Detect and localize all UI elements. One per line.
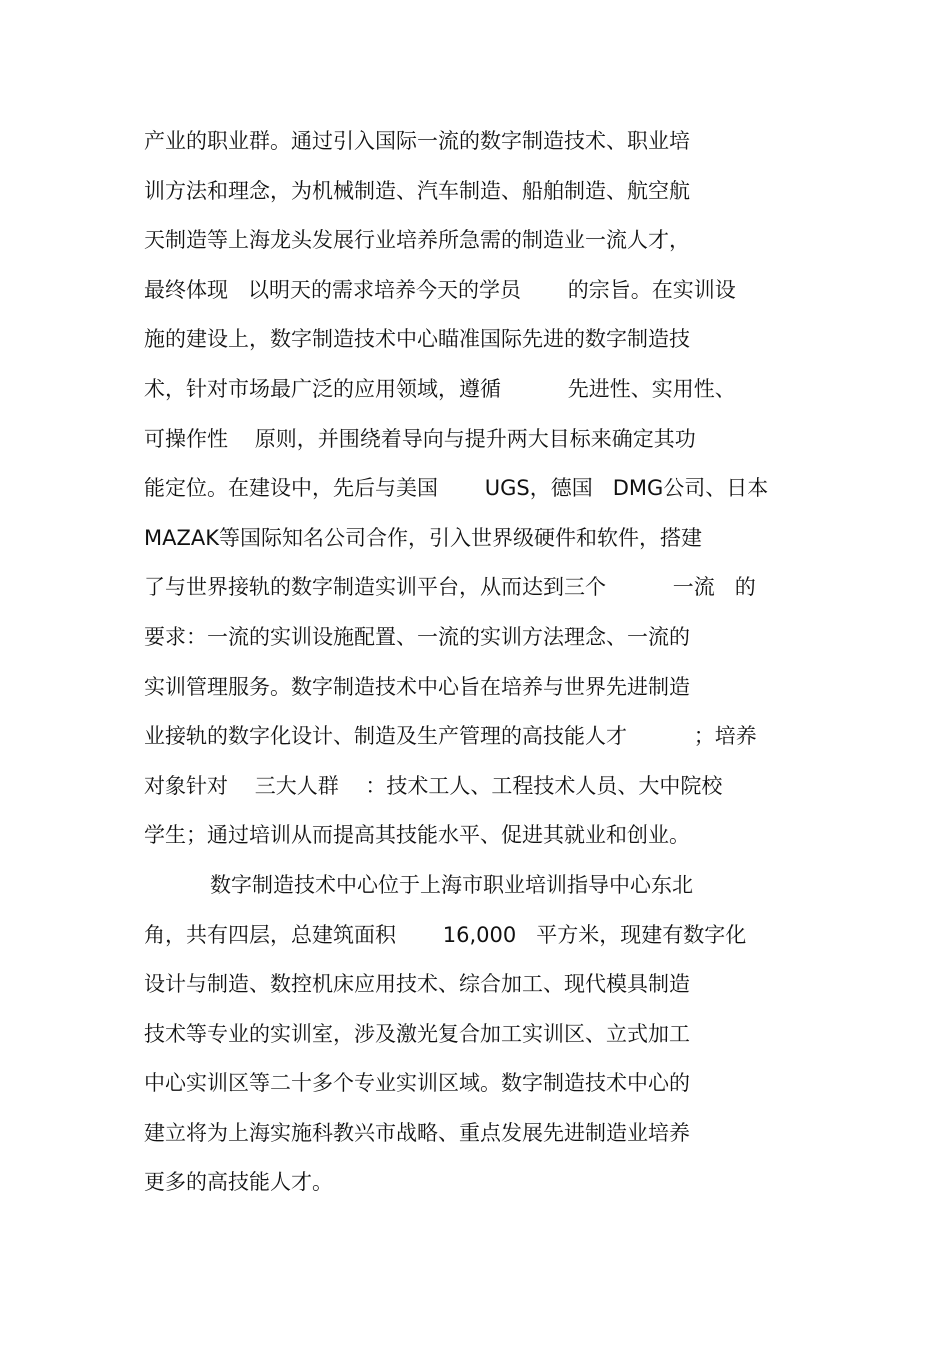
- text-line: 更多的高技能人才。: [144, 1170, 333, 1195]
- text-line: 学生；通过培训从而提高其技能水平、促进其就业和创业。: [144, 823, 690, 848]
- text-line: 建立将为上海实施科教兴市战略、重点发展先进制造业培养: [144, 1120, 690, 1145]
- body-text: [144, 122, 824, 1213]
- text-line: 了与世界接轨的数字制造实训平台，从而达到三个 一流 的: [144, 575, 756, 600]
- text-line: 最终体现 以明天的需求培养今天的学员 的宗旨。在实训设: [144, 277, 736, 302]
- text-line: 训方法和理念，为机械制造、汽车制造、船舶制造、航空航: [144, 178, 690, 203]
- text-line: 术，针对市场最广泛的应用领域，遵循 先进性、实用性、: [144, 376, 736, 401]
- text-line: 实训管理服务。数字制造技术中心旨在培养与世界先进制造: [144, 674, 690, 699]
- text-line: 技术等专业的实训室，涉及激光复合加工实训区、立式加工: [144, 1021, 690, 1046]
- text-line: MAZAK等国际知名公司合作，引入世界级硬件和软件，搭建: [144, 525, 703, 550]
- text-line: 天制造等上海龙头发展行业培养所急需的制造业一流人才，: [144, 228, 690, 253]
- text-line: 能定位。在建设中，先后与美国 UGS，德国 DMG公司、日本: [144, 476, 769, 501]
- text-line: 业接轨的数字化设计、制造及生产管理的高技能人才 ；培养: [144, 724, 757, 749]
- text-line: 设计与制造、数控机床应用技术、综合加工、现代模具制造: [144, 972, 690, 997]
- text-line: 角，共有四层，总建筑面积 16,000 平方米，现建有数字化: [144, 922, 747, 947]
- text-line: 要求：一流的实训设施配置、一流的实训方法理念、一流的: [144, 624, 690, 649]
- text-line: 中心实训区等二十多个专业实训区域。数字制造技术中心的: [144, 1071, 690, 1096]
- text-line: 可操作性 原则，并围绕着导向与提升两大目标来确定其功: [144, 426, 696, 451]
- text-line: 施的建设上，数字制造技术中心瞄准国际先进的数字制造技: [144, 327, 690, 352]
- text-line: 产业的职业群。通过引入国际一流的数字制造技术、职业培: [144, 129, 690, 153]
- text-line: 对象针对 三大人群 ：技术工人、工程技术人员、大中院校: [144, 773, 723, 798]
- paragraph-start-line: 数字制造技术中心位于上海市职业培训指导中心东北: [210, 872, 693, 897]
